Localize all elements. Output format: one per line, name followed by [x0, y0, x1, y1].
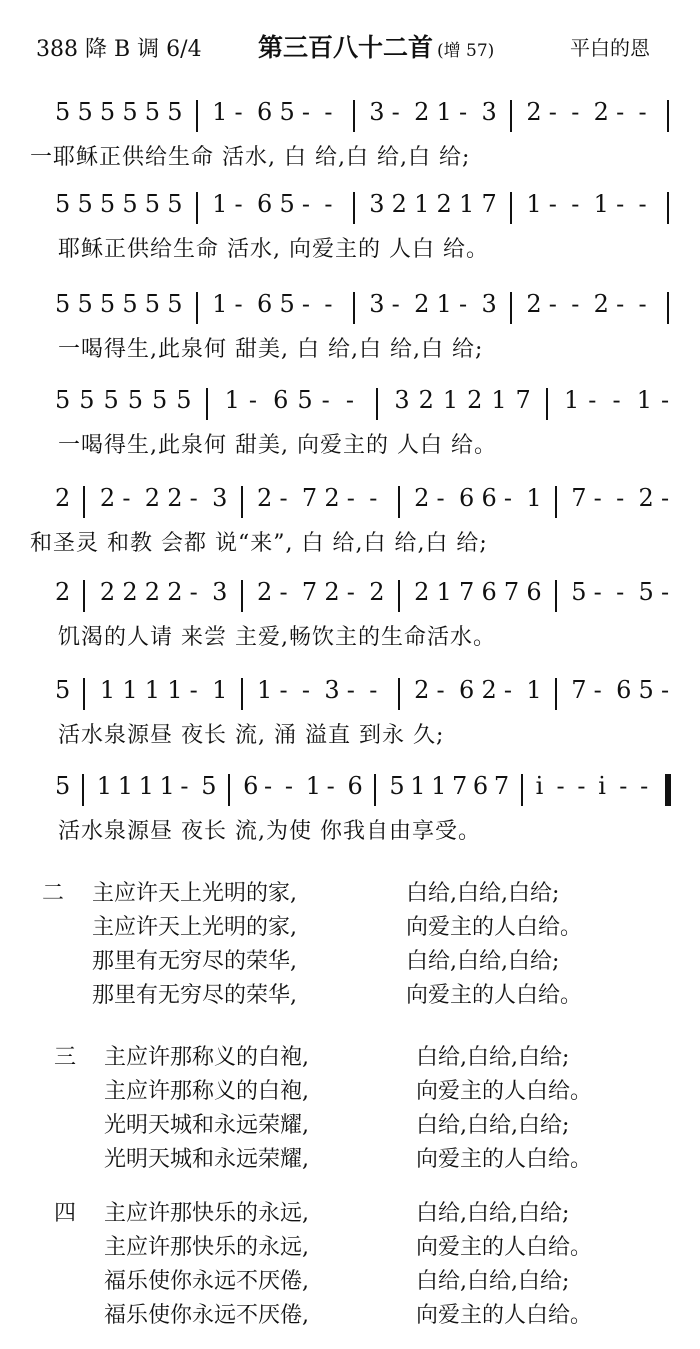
verse-line-left: 光明天城和永远荣耀, — [104, 1113, 309, 1138]
note: 6 — [257, 98, 273, 126]
bar-line — [398, 678, 400, 710]
note: 5 — [77, 98, 93, 126]
note: 1 — [436, 578, 452, 606]
note: 2 — [638, 484, 654, 512]
note: 2 — [418, 386, 434, 414]
note: 5 — [167, 290, 183, 318]
note: 5 — [122, 98, 138, 126]
verse-line-right: 白给,白给,白给; — [416, 1201, 570, 1226]
duration-dash: - — [391, 290, 400, 318]
note: 5 — [55, 190, 71, 218]
note: 3 — [324, 676, 340, 704]
bar-line — [83, 486, 85, 518]
note: 1 — [636, 386, 653, 414]
lyrics-line: 饥渴的人请 来尝 主爱,畅饮主的生命活水。 — [58, 625, 496, 650]
note: 7 — [301, 484, 318, 512]
note: 2 — [55, 578, 71, 606]
notation-line — [0, 190, 700, 224]
verse-line-left: 福乐使你永远不厌倦, — [104, 1303, 309, 1328]
note: 1 — [414, 190, 430, 218]
note: 3 — [369, 190, 385, 218]
duration-dash: - — [503, 676, 512, 704]
note: 2 — [481, 676, 497, 704]
bar-line — [376, 388, 378, 420]
duration-dash: - — [346, 578, 355, 606]
note: 1 — [431, 772, 447, 800]
note: 2 — [324, 578, 340, 606]
duration-dash: - — [391, 98, 400, 126]
duration-dash: - — [279, 676, 288, 704]
note: 1 — [212, 290, 228, 318]
duration-dash: - — [661, 484, 670, 512]
bar-line — [555, 580, 557, 612]
note: 2 — [436, 190, 452, 218]
note: 5 — [176, 386, 192, 414]
note: 5 — [55, 676, 71, 704]
bar-line — [374, 774, 376, 806]
hymn-header — [0, 26, 700, 66]
bar-line — [196, 292, 198, 324]
note: 2 — [122, 578, 138, 606]
verse-line-right: 向爱主的人白给。 — [416, 1079, 593, 1104]
note: 7 — [452, 772, 468, 800]
note: 3 — [481, 290, 497, 318]
bar-line — [241, 580, 243, 612]
duration-dash: - — [189, 578, 198, 606]
note: 2 — [526, 98, 542, 126]
bar-line — [510, 100, 512, 132]
duration-dash: - — [234, 190, 243, 218]
duration-dash: - — [616, 578, 625, 606]
duration-dash: - — [638, 98, 647, 126]
duration-dash: - — [661, 676, 670, 704]
note: 1 — [224, 386, 240, 414]
note: 6 — [459, 484, 475, 512]
note: 5 — [144, 290, 161, 318]
duration-dash: - — [321, 386, 330, 414]
verse-line-right: 向爱主的人白给。 — [406, 983, 583, 1008]
note: 5 — [297, 386, 313, 414]
note: 1 — [138, 772, 154, 800]
duration-dash: - — [436, 484, 445, 512]
note: 2 — [391, 190, 407, 218]
bar-line — [555, 486, 557, 518]
note: 6 — [243, 772, 259, 800]
note: 5 — [279, 290, 295, 318]
hymn-title — [258, 28, 494, 64]
bar-line — [667, 192, 669, 224]
note: 7 — [481, 190, 497, 218]
duration-dash: - — [263, 772, 273, 800]
duration-dash: - — [369, 676, 378, 704]
bar-line — [353, 292, 355, 324]
note: 1 — [144, 676, 161, 704]
note: 2 — [467, 386, 483, 414]
note: 1 — [257, 676, 273, 704]
duration-dash: - — [301, 190, 310, 218]
verse-line-left: 主应许那快乐的永远, — [104, 1201, 309, 1226]
note: 5 — [122, 290, 138, 318]
note: 2 — [324, 484, 340, 512]
duration-dash: - — [459, 98, 468, 126]
note: 2 — [414, 578, 430, 606]
duration-dash: - — [279, 578, 288, 606]
note: 2 — [593, 98, 609, 126]
note: 1 — [436, 98, 452, 126]
bar-line — [83, 678, 85, 710]
note: 1 — [410, 772, 426, 800]
duration-dash: - — [189, 676, 198, 704]
notation-line — [0, 98, 700, 132]
note: 6 — [459, 676, 475, 704]
note: i — [535, 772, 544, 800]
note: 5 — [144, 98, 161, 126]
note: 6 — [347, 772, 363, 800]
duration-dash: - — [661, 578, 670, 606]
note: 6 — [472, 772, 489, 800]
note: 1 — [526, 676, 542, 704]
verse-line-right: 白给,白给,白给; — [406, 881, 560, 906]
duration-dash: - — [234, 290, 243, 318]
duration-dash: - — [301, 676, 310, 704]
duration-dash: - — [279, 484, 288, 512]
duration-dash: - — [593, 676, 602, 704]
note: 5 — [122, 190, 138, 218]
note: 5 — [99, 290, 116, 318]
note: 1 — [212, 676, 228, 704]
verse-line-right: 向爱主的人白给。 — [416, 1147, 593, 1172]
note: 2 — [144, 578, 161, 606]
note: 5 — [77, 190, 93, 218]
verse-line-right: 向爱主的人白给。 — [416, 1303, 593, 1328]
lyrics-line: 耶稣正供给生命 活水, 向爱主的 人白 给。 — [58, 237, 489, 262]
verse-line-right: 白给,白给,白给; — [416, 1113, 570, 1138]
note: 1 — [122, 676, 138, 704]
note: 5 — [99, 98, 116, 126]
note: 7 — [459, 578, 475, 606]
lyrics-line: 活水泉源昼 夜长 流, 涌 溢直 到永 久; — [58, 723, 445, 748]
lyrics-line: 活水泉源昼 夜长 流,为使 你我自由享受。 — [58, 819, 481, 844]
verse-number: 二 — [42, 881, 65, 906]
note: 2 — [414, 98, 430, 126]
duration-dash: - — [189, 484, 198, 512]
duration-dash: - — [345, 386, 354, 414]
note: 5 — [144, 190, 161, 218]
note: 3 — [212, 578, 228, 606]
note: 5 — [638, 676, 654, 704]
note: 5 — [279, 190, 295, 218]
hymn-name: 平白的恩 — [570, 36, 650, 60]
hymn-number: 388 — [36, 37, 78, 62]
note: 5 — [55, 772, 71, 800]
duration-dash: - — [326, 772, 335, 800]
duration-dash: - — [436, 676, 445, 704]
duration-dash: - — [616, 98, 625, 126]
verse-line-right: 白给,白给,白给; — [416, 1269, 570, 1294]
note: 1 — [212, 98, 228, 126]
note: 2 — [414, 676, 430, 704]
note: 7 — [515, 386, 531, 414]
verse-line-left: 那里有无穷尽的荣华, — [92, 949, 297, 974]
notation-line — [0, 290, 700, 324]
duration-dash: - — [503, 484, 512, 512]
note: 5 — [55, 290, 71, 318]
bar-line — [353, 100, 355, 132]
duration-dash: - — [588, 386, 597, 414]
bar-line — [196, 100, 198, 132]
note: 1 — [96, 772, 113, 800]
verse-line-left: 主应许那快乐的永远, — [104, 1235, 309, 1260]
note: 6 — [257, 190, 273, 218]
bar-line — [353, 192, 355, 224]
note: i — [598, 772, 606, 800]
note: 7 — [503, 578, 520, 606]
duration-dash: - — [593, 578, 602, 606]
duration-dash: - — [301, 98, 310, 126]
note: 2 — [369, 578, 385, 606]
note: 1 — [593, 190, 609, 218]
verse-number: 四 — [54, 1201, 77, 1226]
duration-dash: - — [284, 772, 293, 800]
notation-line — [0, 676, 700, 710]
duration-dash: - — [122, 484, 131, 512]
note: 2 — [414, 290, 430, 318]
duration-dash: - — [369, 484, 378, 512]
verse-line-left: 主应许天上光明的家, — [92, 881, 297, 906]
note: 5 — [55, 98, 71, 126]
bar-line — [521, 774, 523, 806]
note: 1 — [436, 290, 452, 318]
note: 5 — [571, 578, 587, 606]
note: 5 — [389, 772, 405, 800]
duration-dash: - — [556, 772, 565, 800]
duration-dash: - — [180, 772, 189, 800]
verse-line-left: 主应许那称义的白袍, — [104, 1045, 309, 1070]
verse-line-left: 那里有无穷尽的荣华, — [92, 983, 297, 1008]
final-bar-line — [665, 774, 671, 806]
note: 6 — [616, 676, 632, 704]
bar-line — [82, 774, 84, 806]
lyrics-line: 一耶稣正供给生命 活水, 白 给,白 给,白 给; — [30, 145, 471, 170]
notation-line — [0, 386, 700, 420]
duration-dash: - — [346, 484, 355, 512]
bar-line — [555, 678, 557, 710]
note: 2 — [167, 484, 183, 512]
note: 7 — [571, 484, 587, 512]
duration-dash: - — [619, 772, 628, 800]
note: 1 — [117, 772, 133, 800]
note: 5 — [201, 772, 217, 800]
bar-line — [228, 774, 230, 806]
duration-dash: - — [459, 290, 468, 318]
note: 1 — [491, 386, 507, 414]
note: 1 — [564, 386, 580, 414]
note: 6 — [481, 484, 497, 512]
note: 5 — [103, 386, 119, 414]
note: 2 — [526, 290, 542, 318]
note: 5 — [638, 578, 654, 606]
bar-line — [83, 580, 85, 612]
notation-line — [0, 772, 700, 806]
bar-line — [196, 192, 198, 224]
duration-dash: - — [548, 190, 557, 218]
note: 7 — [493, 772, 510, 800]
duration-dash: - — [548, 290, 557, 318]
bar-line — [241, 678, 243, 710]
note: 2 — [414, 484, 430, 512]
note: 5 — [167, 190, 183, 218]
note: 3 — [394, 386, 410, 414]
bar-line — [206, 388, 208, 420]
note: 6 — [526, 578, 542, 606]
note: 3 — [369, 98, 385, 126]
note: 3 — [212, 484, 228, 512]
lyrics-line: 一喝得生,此泉何 甜美, 向爱主的 人白 给。 — [58, 433, 497, 458]
note: 2 — [144, 484, 161, 512]
verse-line-right: 向爱主的人白给。 — [416, 1235, 593, 1260]
duration-dash: - — [324, 98, 333, 126]
verse-line-left: 主应许那称义的白袍, — [104, 1079, 309, 1104]
bar-line — [510, 292, 512, 324]
duration-dash: - — [616, 290, 625, 318]
hymn-number-key-meter — [36, 32, 202, 63]
note: 6 — [481, 578, 497, 606]
meter: 6/4 — [166, 37, 202, 62]
note: 3 — [369, 290, 385, 318]
note: 1 — [459, 190, 475, 218]
note: 2 — [593, 290, 609, 318]
note: 5 — [99, 190, 116, 218]
note: 5 — [77, 290, 93, 318]
note: 6 — [257, 290, 273, 318]
note: 5 — [279, 98, 295, 126]
duration-dash: - — [324, 190, 333, 218]
duration-dash: - — [324, 290, 333, 318]
duration-dash: - — [301, 290, 310, 318]
title-subtitle: (增 57) — [437, 41, 495, 61]
note: 1 — [305, 772, 322, 800]
lyrics-line: 一喝得生,此泉何 甜美, 白 给,白 给,白 给; — [58, 337, 484, 362]
note: 2 — [257, 484, 273, 512]
duration-dash: - — [571, 190, 580, 218]
key-signature: 降 B 调 — [85, 37, 160, 62]
bar-line — [667, 292, 669, 324]
bar-line — [398, 486, 400, 518]
verse-line-right: 白给,白给,白给; — [406, 949, 560, 974]
duration-dash: - — [661, 386, 670, 414]
verse-line-right: 向爱主的人白给。 — [406, 915, 583, 940]
duration-dash: - — [612, 386, 621, 414]
bar-line — [510, 192, 512, 224]
note: 1 — [167, 676, 183, 704]
duration-dash: - — [571, 290, 580, 318]
notation-line — [0, 484, 700, 518]
note: 5 — [127, 386, 143, 414]
verse-line-left: 光明天城和永远荣耀, — [104, 1147, 309, 1172]
duration-dash: - — [616, 190, 625, 218]
note: 5 — [55, 386, 71, 414]
duration-dash: - — [248, 386, 258, 414]
title-text: 第三百八十二首 — [258, 33, 434, 62]
lyrics-line: 和圣灵 和教 会都 说“来”, 白 给,白 给,白 给; — [30, 531, 488, 556]
verse-number: 三 — [54, 1045, 77, 1070]
bar-line — [546, 388, 548, 420]
verse-line-left: 福乐使你永远不厌倦, — [104, 1269, 309, 1294]
duration-dash: - — [616, 484, 625, 512]
note: 2 — [257, 578, 273, 606]
note: 5 — [167, 98, 183, 126]
note: 7 — [571, 676, 587, 704]
note: 5 — [79, 386, 95, 414]
duration-dash: - — [577, 772, 586, 800]
note: 2 — [167, 578, 183, 606]
verse-line-right: 白给,白给,白给; — [416, 1045, 570, 1070]
note: 1 — [159, 772, 175, 800]
notation-line — [0, 578, 700, 612]
duration-dash: - — [638, 290, 647, 318]
note: 5 — [151, 386, 168, 414]
duration-dash: - — [548, 98, 557, 126]
bar-line — [241, 486, 243, 518]
duration-dash: - — [234, 98, 243, 126]
duration-dash: - — [593, 484, 602, 512]
duration-dash: - — [571, 98, 580, 126]
note: 7 — [301, 578, 318, 606]
duration-dash: - — [640, 772, 649, 800]
bar-line — [667, 100, 669, 132]
note: 1 — [99, 676, 116, 704]
note: 1 — [442, 386, 459, 414]
note: 2 — [99, 578, 116, 606]
note: 2 — [55, 484, 71, 512]
bar-line — [398, 580, 400, 612]
note: 1 — [526, 190, 542, 218]
duration-dash: - — [346, 676, 355, 704]
note: 1 — [212, 190, 228, 218]
note: 2 — [99, 484, 116, 512]
note: 6 — [273, 386, 289, 414]
verse-line-left: 主应许天上光明的家, — [92, 915, 297, 940]
note: 3 — [481, 98, 497, 126]
note: 1 — [526, 484, 542, 512]
duration-dash: - — [638, 190, 647, 218]
